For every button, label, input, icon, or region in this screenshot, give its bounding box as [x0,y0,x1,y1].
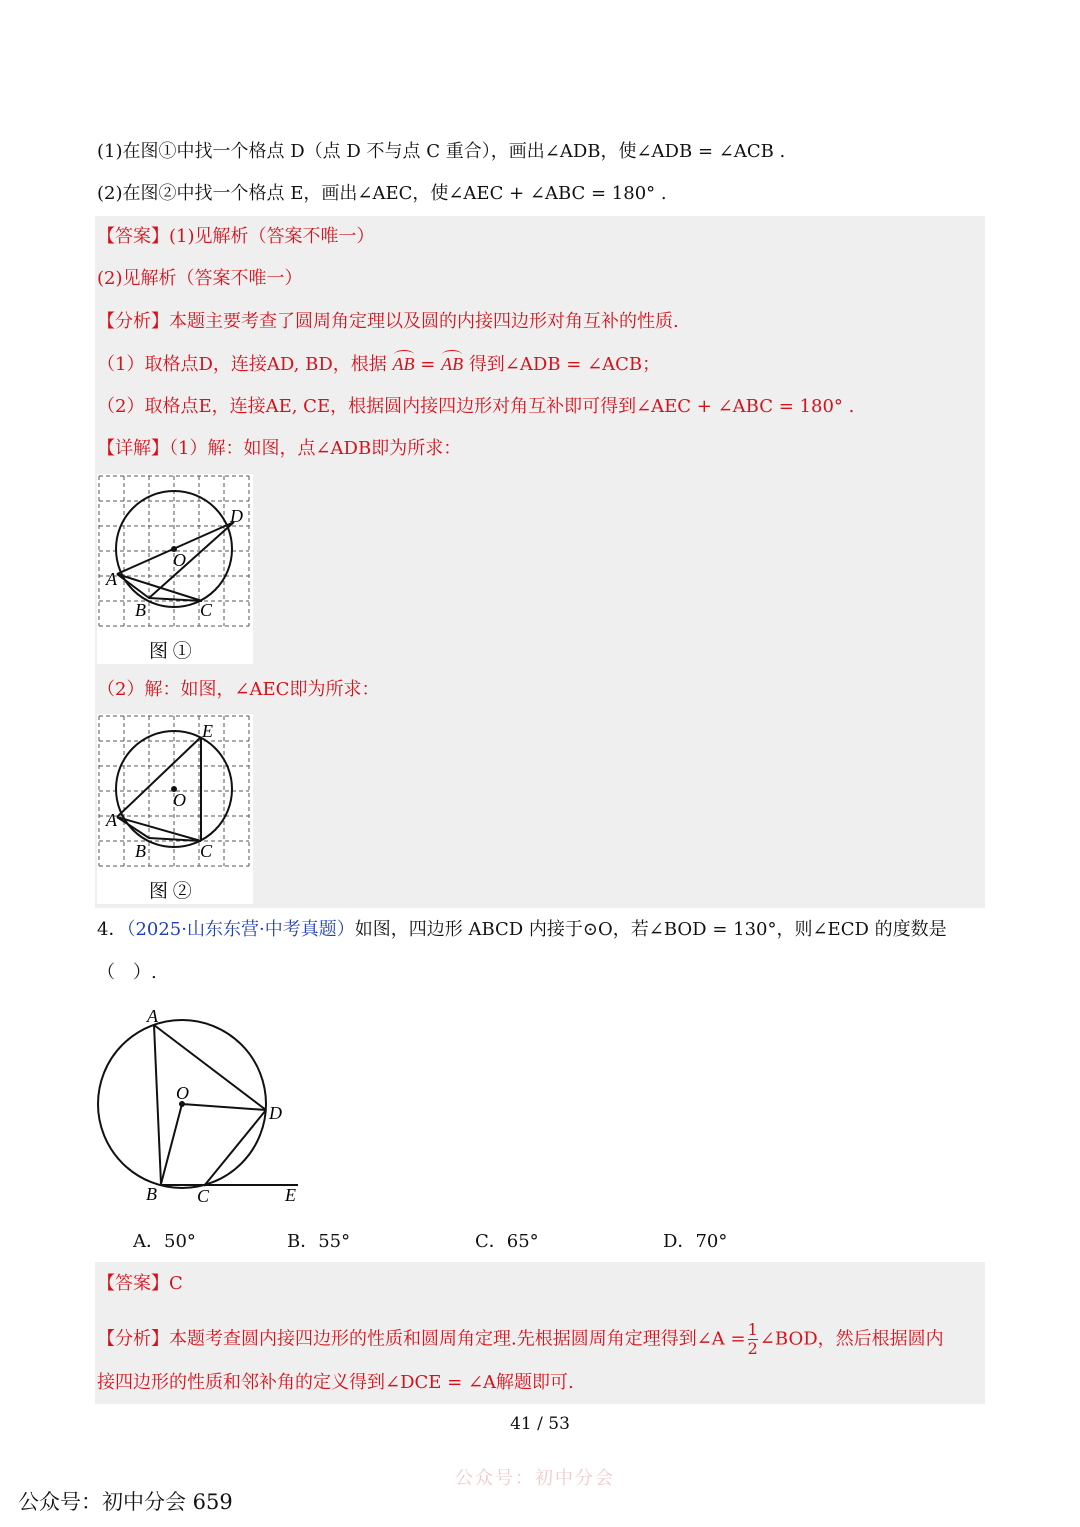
option-b-value: 55° [318,1231,351,1252]
figure-1-caption: 图 ① [149,641,192,662]
q4-answer [97,1272,183,1296]
label-e: E [285,1185,296,1205]
q4-stem-text: 如图，四边形 ABCD 内接于⊙O，若∠BOD = 130°，则∠ECD 的度数是 [354,919,947,940]
q4-blank: （ ）. [97,962,157,983]
analysis-b: ∠BOD，然后根据圆内 [759,1328,944,1350]
q4-figure [94,1002,314,1212]
label-c: C [200,841,213,861]
label-o: O [173,550,186,570]
option-d-value: 70° [695,1231,728,1252]
arc-equals: = [420,354,436,375]
q3-detail-2: （2）解：如图，∠AEC即为所求： [97,679,380,700]
answer-tag: 【答案】 [97,1273,169,1294]
label-a: A [106,569,117,589]
label-e: E [202,721,213,741]
label-d: D [230,506,243,526]
option-d[interactable] [663,1230,727,1254]
label-b: B [135,600,146,620]
figure-1 [97,474,253,664]
q4-source: （2025·山东东营·中考真题） [126,919,355,940]
figure-2-caption: 图 ② [149,881,192,902]
label-o: O [176,1083,189,1103]
label-a: A [106,810,117,830]
option-d-letter: D． [663,1231,696,1252]
q3-detail-1 [97,437,461,461]
fraction-half [748,1321,758,1358]
detail-1-text: （1）解：如图，点∠ADB即为所求： [169,438,462,459]
q3-part2: (2)在图②中找一个格点 E，画出∠AEC，使∠AEC + ∠ABC = 180° . [97,183,667,204]
fraction-denominator: 2 [747,1339,758,1358]
option-a[interactable] [133,1230,196,1254]
q4-stem [97,918,947,942]
analysis-1b: 得到∠ADB = ∠ACB； [468,354,661,375]
q3-answer [97,225,375,249]
q3-part1: (1)在图①中找一个格点 D（点 D 不与点 C 重合），画出∠ADB，使∠ADB = ∠ACB . [97,141,786,162]
figure-2 [97,714,253,904]
option-b[interactable] [287,1230,350,1254]
arc-ab-2: AB [441,354,464,374]
analysis-1a: （1）取格点D，连接AD, BD，根据 [97,354,387,375]
fraction-numerator: 1 [747,1320,758,1339]
arc-ab-1: AB [392,354,415,374]
q4-analysis-cont: 接四边形的性质和邻补角的定义得到∠DCE = ∠A解题即可. [97,1372,574,1393]
option-c[interactable] [475,1230,539,1254]
analysis-tag: 【分析】 [97,1328,169,1350]
q3-analysis-2: （2）取格点E，连接AE, CE，根据圆内接四边形对角互补即可得到∠AEC + ∠ABC = 180° . [97,396,855,417]
q3-analysis [97,310,679,334]
answer-text: C [169,1273,183,1294]
answer-tag: 【答案】 [97,226,169,247]
option-c-letter: C． [475,1231,507,1252]
option-a-letter: A． [133,1231,164,1252]
detail-tag: 【详解】 [97,438,169,459]
option-b-letter: B． [287,1231,319,1252]
page-number: 41 / 53 [510,1414,570,1434]
label-o: O [173,790,186,810]
answer-text: (1)见解析（答案不唯一） [169,226,375,247]
analysis-tag: 【分析】 [97,311,169,332]
q4-number: 4． [97,919,127,940]
label-d: D [269,1103,282,1123]
label-a: A [147,1006,158,1026]
q3-analysis-1 [97,352,660,377]
label-c: C [197,1186,210,1206]
option-c-value: 65° [506,1231,539,1252]
analysis-a: 本题考查圆内接四边形的性质和圆周角定理.先根据圆周角定理得到∠A = [169,1328,746,1350]
label-c: C [200,600,213,620]
q3-answer2: (2)见解析（答案不唯一） [97,268,303,289]
watermark: 公众号：初中分会 [455,1468,615,1489]
q4-analysis [97,1321,944,1358]
analysis-text: 本题主要考查了圆周角定理以及圆的内接四边形对角互补的性质. [169,311,679,332]
option-a-value: 50° [164,1231,196,1252]
label-b: B [135,841,146,861]
label-b: B [146,1184,157,1204]
account-label: 公众号：初中分会 659 [18,1490,233,1514]
